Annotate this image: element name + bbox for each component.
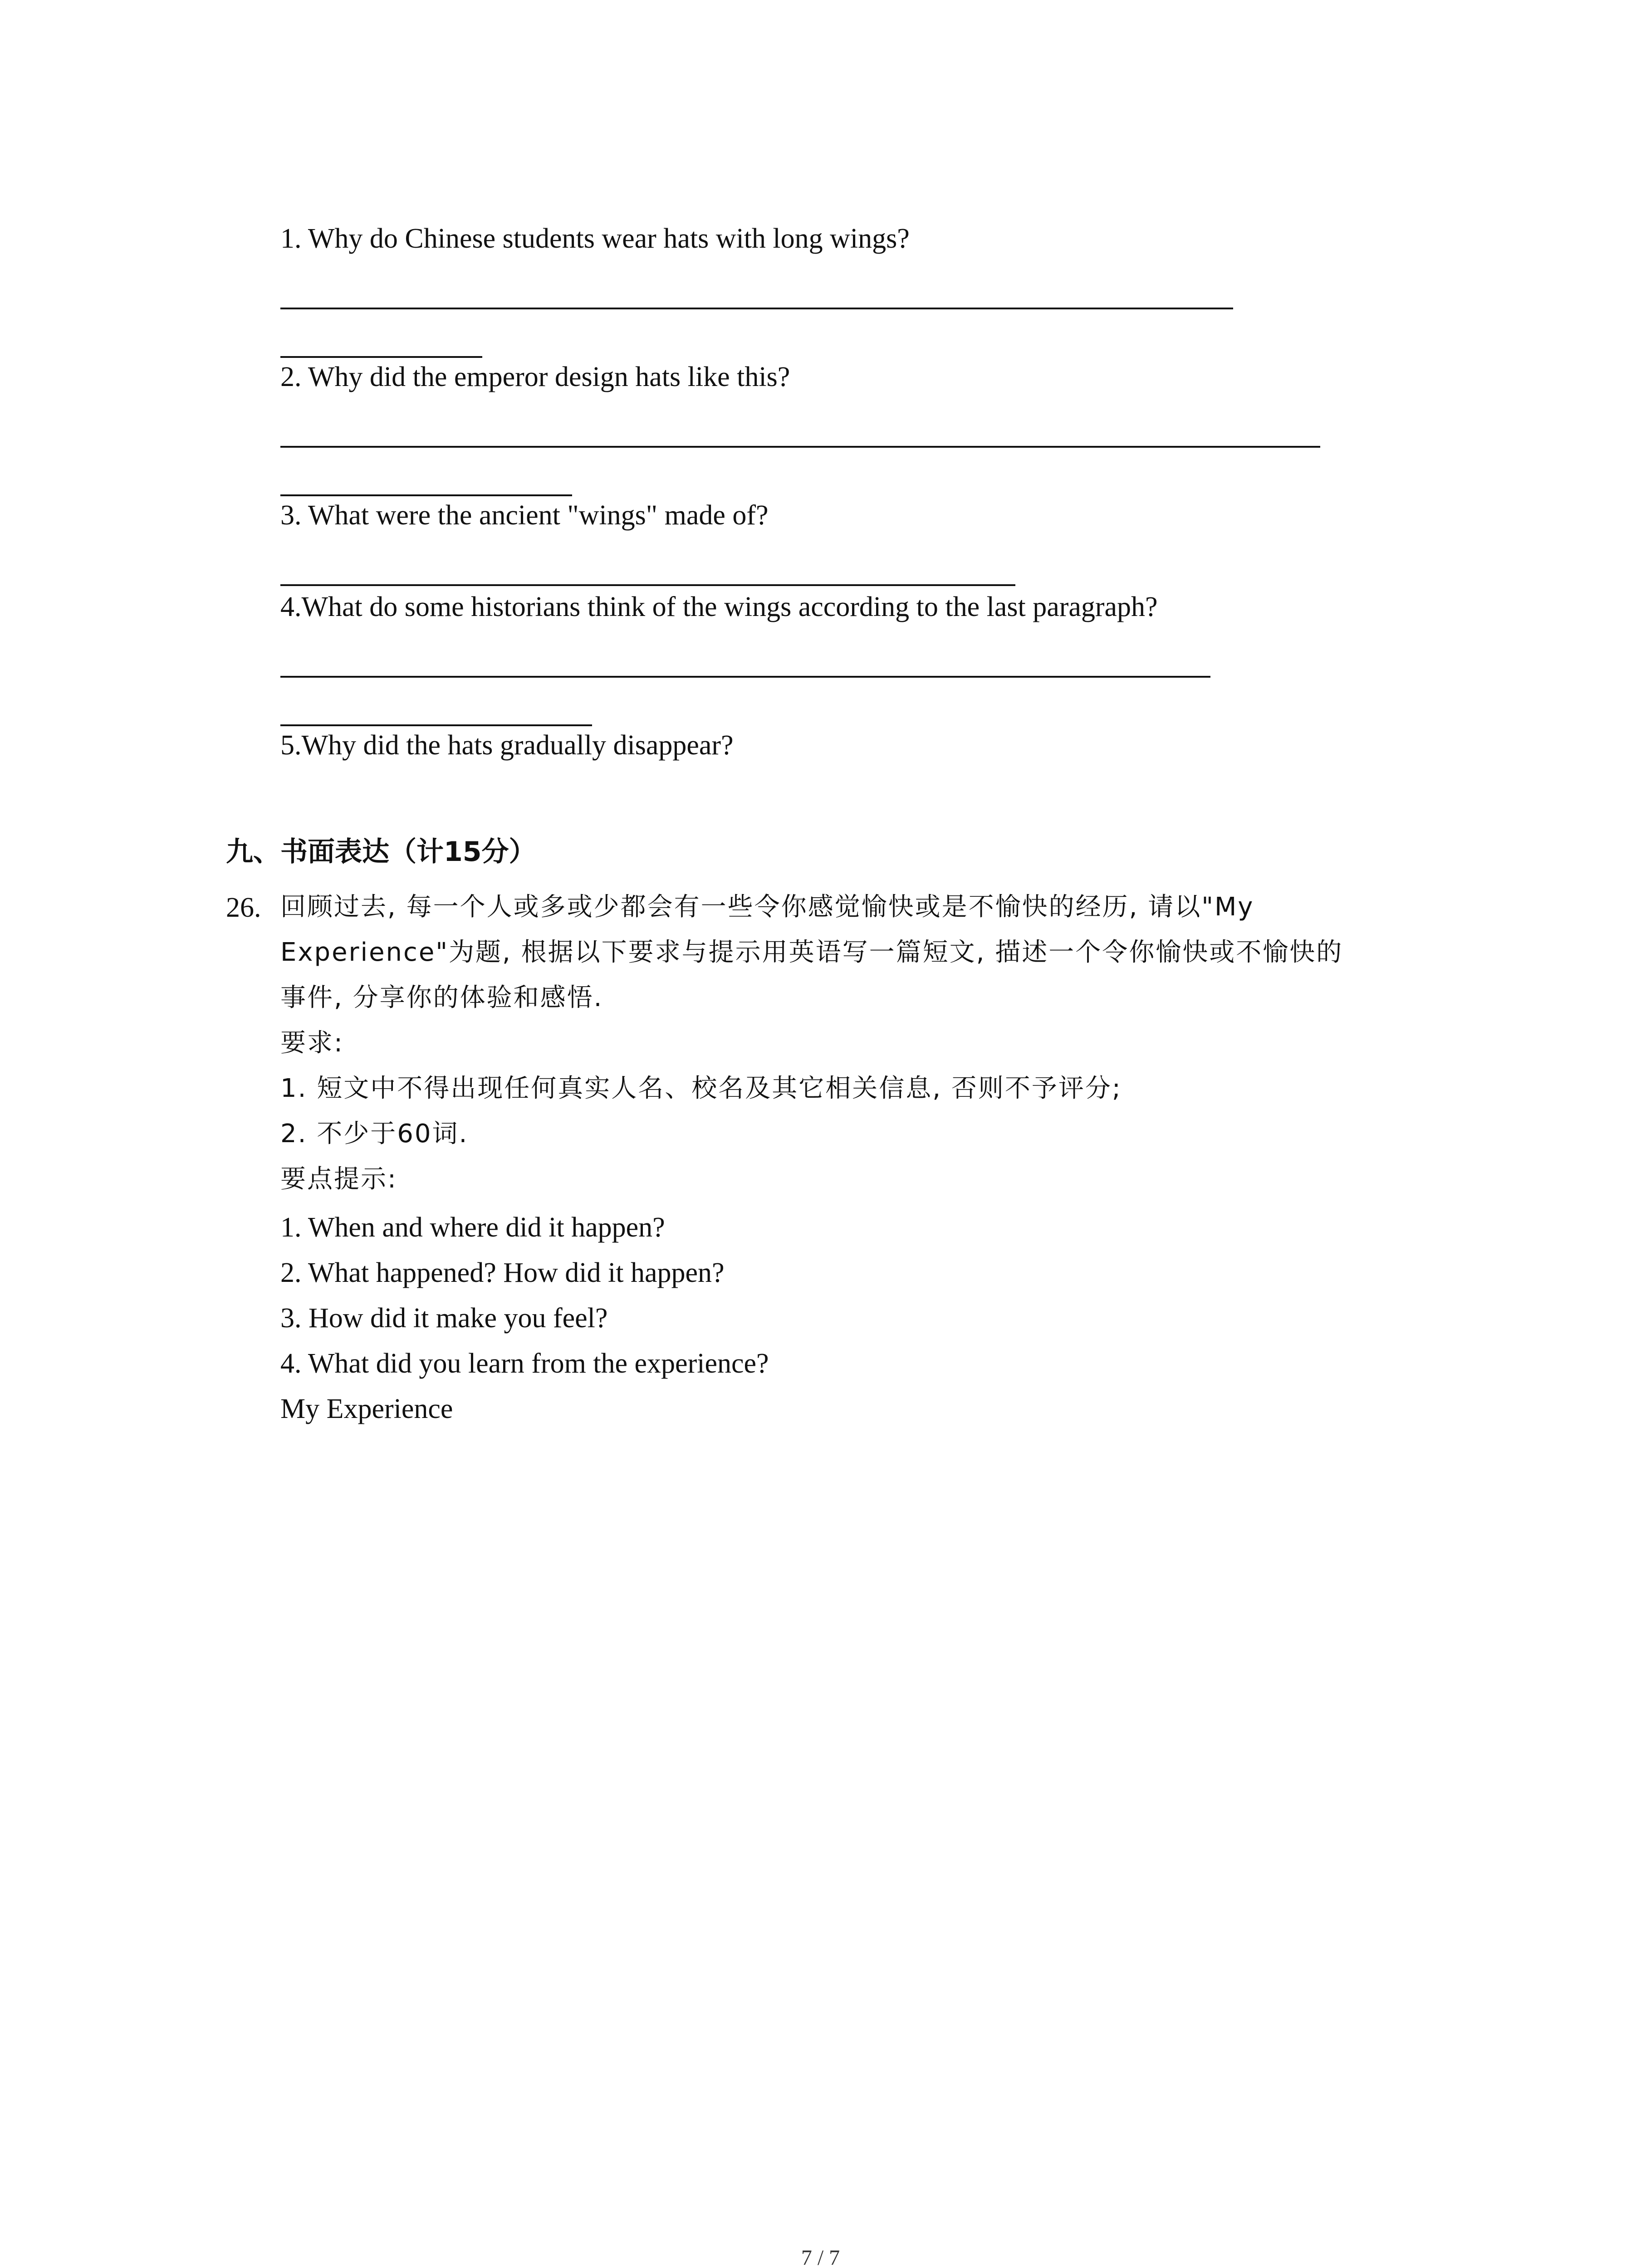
prompt-line-2: Experience"为题, 根据以下要求与提示用英语写一篇短文, 描述一个令你愉快或不愉快的: [280, 938, 1343, 967]
tips-label: 要点提示:: [280, 1164, 397, 1194]
answer-line-1b[interactable]: [280, 356, 482, 358]
answer-line-4b[interactable]: [280, 724, 592, 726]
question-2: 2. Why did the emperor design hats like this?: [280, 362, 790, 392]
prompt-line-1: 回顾过去, 每一个人或多或少都会有一些令你感觉愉快或是不愉快的经历, 请以"My: [280, 892, 1254, 922]
answer-line-3[interactable]: [280, 584, 1015, 586]
question-4: 4.What do some historians think of the wings according to the last paragraph?: [280, 591, 1158, 622]
tip-1: 1. When and where did it happen?: [280, 1212, 665, 1243]
page-number: 7 / 7: [801, 2246, 840, 2268]
question-3: 3. What were the ancient "wings" made of?: [280, 500, 769, 531]
section-heading: 九、书面表达（计15分）: [226, 836, 536, 868]
answer-line-2a[interactable]: [280, 446, 1320, 448]
requirements-label: 要求:: [280, 1028, 344, 1058]
requirement-1: 1. 短文中不得出现任何真实人名、校名及其它相关信息, 否则不予评分;: [280, 1074, 1122, 1103]
prompt-line-3: 事件, 分享你的体验和感悟.: [280, 983, 603, 1012]
answer-line-1a[interactable]: [280, 308, 1233, 309]
essay-title: My Experience: [280, 1393, 453, 1424]
tip-3: 3. How did it make you feel?: [280, 1303, 608, 1334]
task-number: 26.: [226, 892, 261, 923]
question-5: 5.Why did the hats gradually disappear?: [280, 730, 734, 761]
tip-4: 4. What did you learn from the experience?: [280, 1348, 769, 1379]
answer-line-4a[interactable]: [280, 676, 1210, 678]
answer-line-2b[interactable]: [280, 494, 572, 496]
question-1: 1. Why do Chinese students wear hats with long wings?: [280, 223, 910, 254]
tip-2: 2. What happened? How did it happen?: [280, 1257, 725, 1288]
requirement-2: 2. 不少于60词.: [280, 1119, 469, 1149]
